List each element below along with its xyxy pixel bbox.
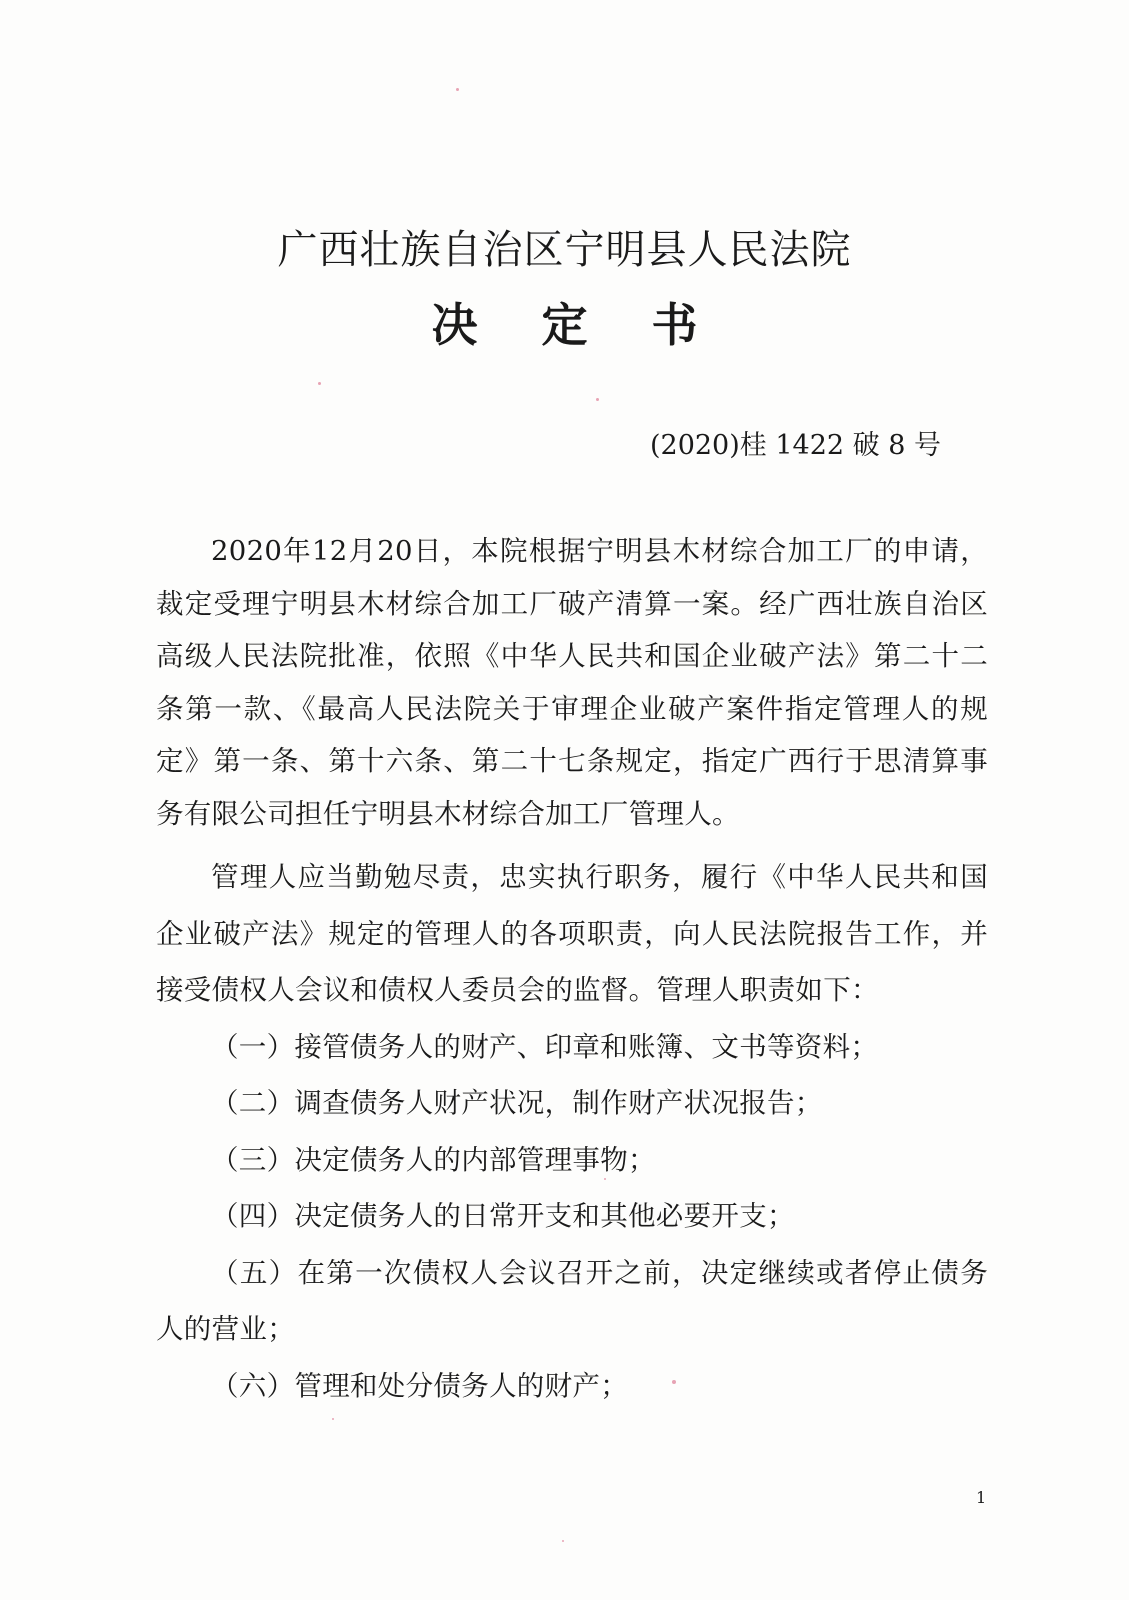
duty-item: （二）调查债务人财产状况，制作财产状况报告； xyxy=(211,1087,823,1119)
scan-speck xyxy=(456,88,459,91)
scan-speck xyxy=(604,1178,606,1180)
scan-speck xyxy=(562,1540,564,1542)
duty-item: （一）接管债务人的财产、印章和账簿、文书等资料； xyxy=(211,1030,879,1063)
document-type-title: 决 定 书 xyxy=(431,298,722,352)
page-number: 1 xyxy=(976,1488,987,1507)
paragraph-appointment: 2020年12月20日，本院根据宁明县木材综合加工厂的申请，裁定受理宁明县木材综合加工厂破产清算一案。经广西壮族自治区高级人民法院批准，依照《中华人民共和国企业破产法》第二十二条第一款、《最高人民法院关于审理企业破产案件指定管理人的规定》第一条、第十六条、第二十七条规定，指定广西行于思清算事务有限公司担任宁明县木材综合加工厂管理人。 xyxy=(156,535,988,830)
scan-speck xyxy=(672,1380,676,1384)
case-number: (2020)桂 1422 破 8 号 xyxy=(649,430,941,461)
court-name: 广西壮族自治区宁明县人民法院 xyxy=(277,227,852,273)
duty-item: （三）决定债务人的内部管理事物； xyxy=(211,1143,656,1176)
duty-item: （六）管理和处分债务人的财产； xyxy=(211,1369,628,1402)
scan-speck xyxy=(332,1418,334,1420)
duty-item: （四）决定债务人的日常开支和其他必要开支； xyxy=(211,1200,795,1232)
scan-speck xyxy=(596,398,599,401)
duty-item: （五）在第一次债权人会议召开之前，决定继续或者停止债务人的营业； xyxy=(156,1256,988,1345)
paragraph-duties-intro: 管理人应当勤勉尽责，忠实执行职务，履行《中华人民共和国企业破产法》规定的管理人的各项职责，向人民法院报告工作，并接受债权人会议和债权人委员会的监督。管理人职责如下： xyxy=(156,861,988,1006)
document-body xyxy=(156,525,988,1414)
scan-speck xyxy=(318,382,321,385)
